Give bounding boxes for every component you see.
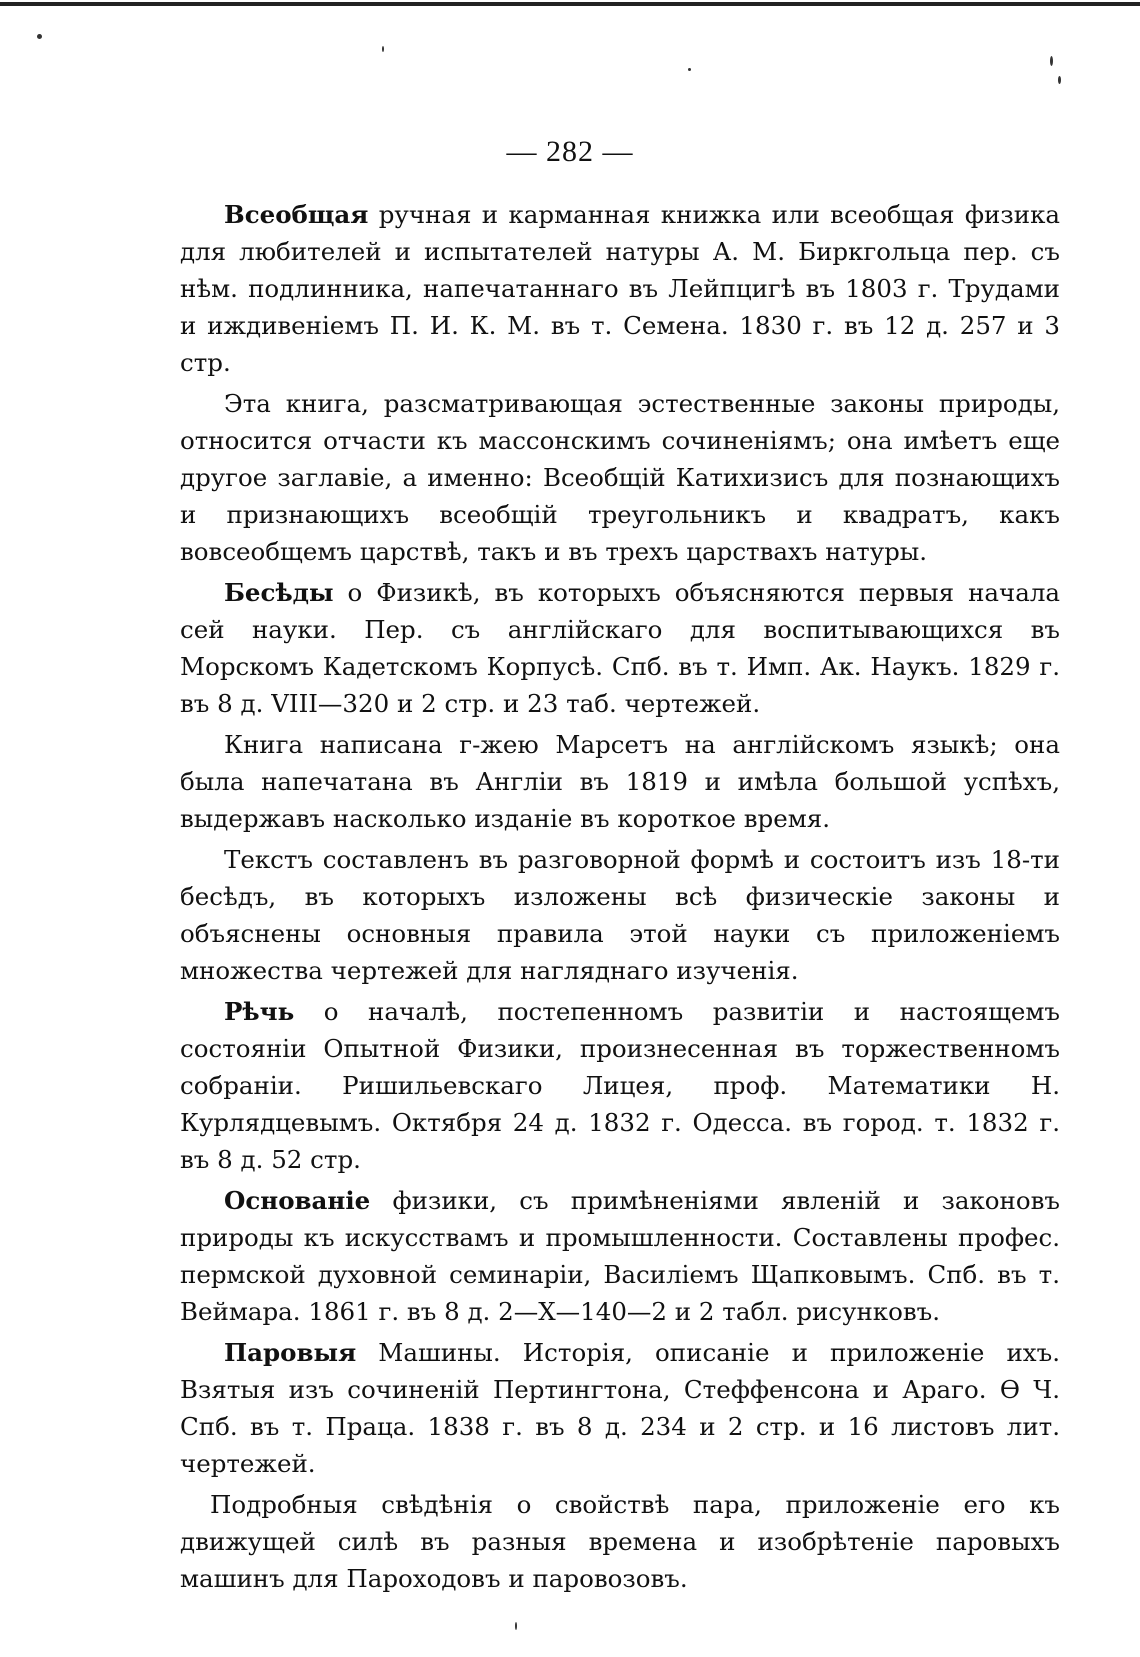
scan-speck bbox=[1050, 56, 1053, 66]
entry-paragraph bbox=[180, 726, 1060, 837]
entry-lead-word: Паровыя bbox=[224, 1338, 357, 1367]
scan-speck bbox=[515, 1622, 517, 1630]
entry-text: о началѣ, постепенномъ развитіи и настоящемъ состояніи Опытной Физики, произнесенная въ торжественномъ собраніи. Ришильевскаго Лицея, проф. Математики Н. Курлядцевымъ. Октября 24 д. 1832 г. Одесса. въ город. т. 1832 г. въ 8 д. 52 стр. bbox=[180, 997, 1060, 1174]
entry-lead-word: Бесѣды bbox=[224, 578, 334, 607]
entry-paragraph bbox=[180, 1182, 1060, 1330]
entry-text: о Физикѣ, въ которыхъ объясняются первыя начала сей науки. Пер. съ англійскаго для воспитывающихся въ Морскомъ Кадетскомъ Корпусѣ. Спб. въ т. Имп. Ак. Наукъ. 1829 г. въ 8 д. VIII—320 и 2 стр. и 23 таб. чертежей. bbox=[180, 578, 1060, 718]
entry-paragraph bbox=[180, 841, 1060, 989]
top-edge-rule bbox=[0, 2, 1140, 6]
entry-text: Машины. Исторія, описаніе и приложеніе ихъ. Взятыя изъ сочиненій Пертингтона, Стеффенсона и Араго. Ѳ Ч. Спб. въ т. Праца. 1838 г. въ 8 д. 234 и 2 стр. и 16 листовъ лит. чертежей. bbox=[180, 1338, 1060, 1478]
entry-paragraph bbox=[180, 1334, 1060, 1482]
entry-text: Книга написана г-жею Марсетъ на англійскомъ языкѣ; она была напечатана въ Англіи въ 1819 и имѣла большой успѣхъ, выдержавъ насколько изданіе въ короткое время. bbox=[180, 730, 1060, 833]
entry-text: ручная и карманная книжка или всеобщая физика для любителей и испытателей натуры А. М. Биркгольца пер. съ нѣм. подлинника, напечатаннаго въ Лейпцигѣ въ 1803 г. Трудами и иждивеніемъ П. И. К. М. въ т. Семена. 1830 г. въ 12 д. 257 и 3 стр. bbox=[180, 200, 1060, 377]
scan-speck bbox=[37, 34, 42, 39]
entry-lead-word: Основаніе bbox=[224, 1186, 371, 1215]
entry-text: Эта книга, разсматривающая эстественные законы природы, относится отчасти къ массонскимъ сочиненіямъ; она имѣетъ еще другое заглавіе, а именно: Всеобщій Катихизисъ для познающихъ и признающихъ всеобщій треугольникъ и квадратъ, какъ вовсеобщемъ царствѣ, такъ и въ трехъ царствахъ натуры. bbox=[180, 389, 1060, 566]
scan-speck bbox=[382, 46, 384, 52]
entry-lead-word: Всеобщая bbox=[224, 200, 369, 229]
scan-speck bbox=[1058, 76, 1061, 84]
entry-lead-word: Рѣчь bbox=[224, 997, 295, 1026]
scan-speck bbox=[688, 68, 691, 71]
entry-text: Текстъ составленъ въ разговорной формѣ и состоитъ изъ 18-ти бесѣдъ, въ которыхъ изложены всѣ физическіе законы и объяснены основныя правила этой науки съ приложеніемъ множества чертежей для нагляднаго изученія. bbox=[180, 845, 1060, 985]
entry-paragraph bbox=[180, 385, 1060, 570]
entry-paragraph bbox=[180, 1486, 1060, 1597]
page-number: — 282 — bbox=[506, 135, 634, 168]
entry-paragraph bbox=[180, 574, 1060, 722]
entry-text: Подробныя свѣдѣнія о свойствѣ пара, приложеніе его къ движущей силѣ въ разныя времена и изобрѣтеніе паровыхъ машинъ для Пароходовъ и паровозовъ. bbox=[180, 1490, 1060, 1593]
bibliography-text bbox=[180, 196, 1060, 1601]
entry-paragraph bbox=[180, 993, 1060, 1178]
entry-paragraph bbox=[180, 196, 1060, 381]
entry-text: физики, съ примѣненіями явленій и законовъ природы къ искусствамъ и промышленности. Составлены профес. пермской духовной семинаріи, Василіемъ Щапковымъ. Спб. въ т. Веймара. 1861 г. въ 8 д. 2—X—140—2 и 2 табл. рисунковъ. bbox=[180, 1186, 1060, 1326]
